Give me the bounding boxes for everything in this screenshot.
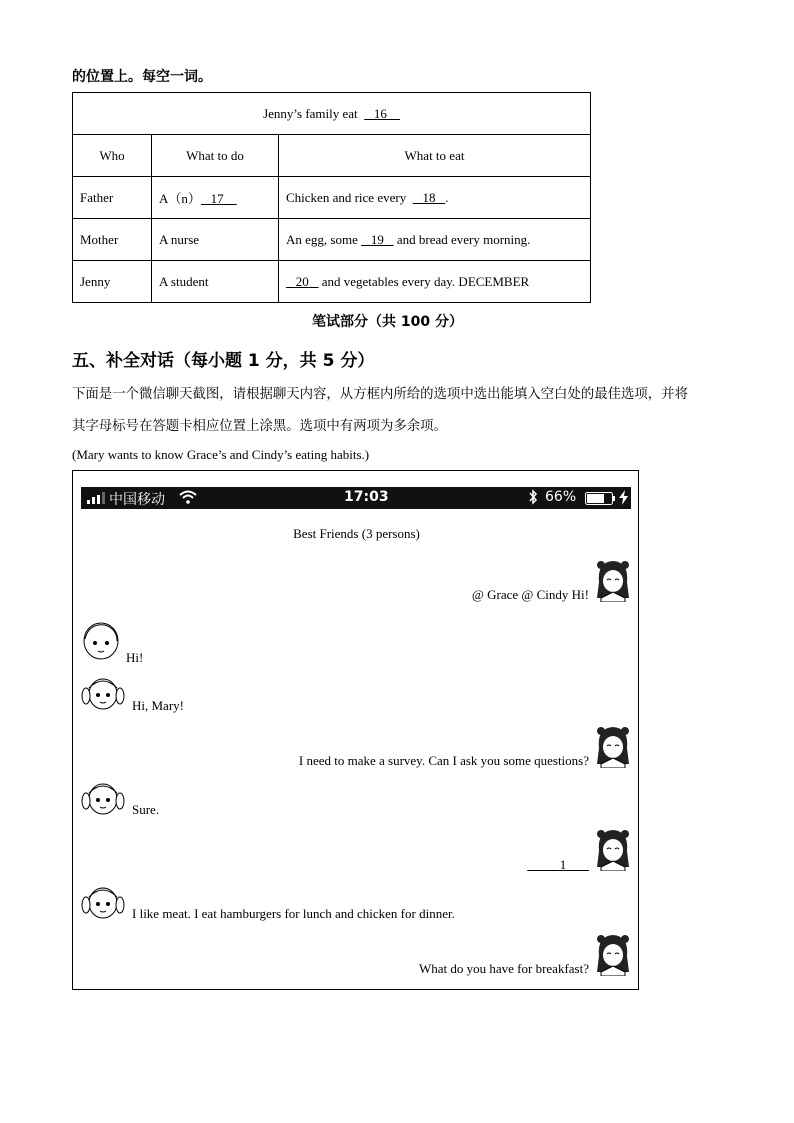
eat-cell: 20 and vegetables every day. DECEMBER — [279, 261, 591, 303]
chat-message-cindy: Sure. — [132, 802, 160, 817]
table-row — [73, 261, 591, 303]
who-cell: Mother — [73, 219, 152, 261]
chat-message-grace: Hi! — [126, 650, 144, 665]
section-title: 五、补全对话（每小题 1 分，共 5 分） — [72, 351, 375, 371]
answer-blank-1: 1 — [559, 857, 567, 872]
table-row — [73, 177, 591, 219]
mary-avatar — [593, 558, 633, 602]
col-header-what-to-do: What to do — [152, 135, 279, 177]
battery-percent: 66% — [545, 489, 577, 505]
intro-text: 的位置上。每空一词。 — [72, 69, 212, 85]
fill-in-table — [72, 92, 591, 303]
col-header-who: Who — [73, 135, 152, 177]
carrier-name: 中国移动 — [109, 492, 165, 508]
bluetooth-icon — [528, 489, 538, 509]
instructions-line-2: 其字母标号在答题卡相应位置上涂黑。选项中有两项为多余项。 — [72, 419, 447, 434]
written-part-label: 笔试部分（共 100 分） — [312, 314, 463, 330]
signal-icon — [87, 492, 105, 508]
chat-screenshot — [72, 470, 639, 990]
blank-19: 19 — [370, 231, 384, 247]
context-note: (Mary wants to know Grace’s and Cindy’s eating habits.) — [72, 447, 370, 462]
wifi-icon — [179, 490, 197, 508]
col-header-what-to-eat: What to eat — [279, 135, 591, 177]
charging-icon — [619, 490, 628, 509]
cindy-avatar — [81, 779, 121, 823]
instructions-line-1: 下面是一个微信聊天截图，请根据聊天内容，从方框内所给的选项中选出能填入空白处的最佳选项，并将 — [72, 387, 688, 402]
clock-time: 17:03 — [344, 489, 389, 505]
battery-icon — [585, 492, 619, 509]
do-cell: A（n） 17 — [152, 177, 279, 219]
do-cell: A student — [152, 261, 279, 303]
grace-avatar — [81, 621, 121, 665]
eat-cell: Chicken and rice every 18 . — [279, 177, 591, 219]
who-cell: Jenny — [73, 261, 152, 303]
who-cell: Father — [73, 177, 152, 219]
cindy-avatar — [81, 883, 121, 927]
group-title: Best Friends (3 persons) — [293, 526, 420, 541]
table-row — [73, 219, 591, 261]
chat-message-cindy: Hi, Mary! — [132, 698, 184, 713]
mary-avatar — [593, 827, 633, 871]
mary-avatar — [593, 724, 633, 768]
chat-message-mary: @ Grace @ Cindy Hi! — [471, 587, 589, 602]
table-header: Jenny’s family eat 16 — [73, 93, 591, 135]
eat-cell: An egg, some 19 and bread every morning. — [279, 219, 591, 261]
cindy-avatar — [81, 674, 121, 718]
chat-message-mary: What do you have for breakfast? — [418, 961, 589, 976]
chat-message-cindy: I like meat. I eat hamburgers for lunch and chicken for dinner. — [132, 906, 455, 921]
blank-16: 16 — [373, 105, 387, 121]
do-cell: A nurse — [152, 219, 279, 261]
blank-20: 20 — [295, 273, 309, 289]
phone-status-bar — [81, 487, 631, 509]
blank-18: 18 — [422, 189, 436, 205]
blank-17: 17 — [210, 191, 224, 206]
mary-avatar — [593, 932, 633, 976]
chat-message-mary: I need to make a survey. Can I ask you some questions? — [298, 753, 589, 768]
